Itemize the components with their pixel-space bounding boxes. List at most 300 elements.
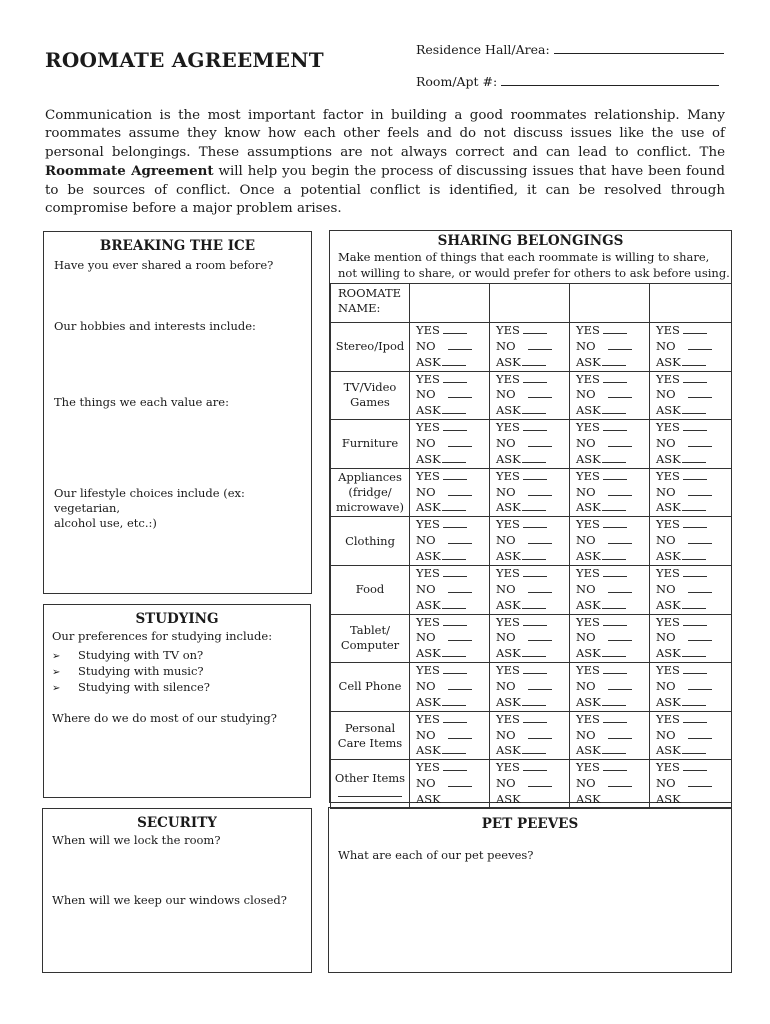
share-option-blank[interactable] xyxy=(523,760,547,771)
share-choice-cell xyxy=(410,663,490,712)
share-option xyxy=(490,500,569,516)
share-option-blank[interactable] xyxy=(442,355,466,366)
share-option xyxy=(570,436,649,452)
share-option-blank[interactable] xyxy=(443,615,467,626)
share-option xyxy=(410,452,489,468)
share-option-label: ASK xyxy=(496,743,521,758)
share-option-blank[interactable] xyxy=(602,355,626,366)
share-option-blank[interactable] xyxy=(688,630,712,641)
share-option-blank[interactable] xyxy=(688,776,712,787)
item-label-cell xyxy=(331,371,410,420)
share-option xyxy=(650,323,731,339)
share-option xyxy=(570,760,649,776)
share-option-label: ASK xyxy=(656,646,681,661)
intro-paragraph xyxy=(45,107,725,218)
share-option-label: NO xyxy=(656,436,676,451)
share-option-blank[interactable] xyxy=(682,500,706,511)
share-option-label: YES xyxy=(416,711,440,726)
share-option-label: ASK xyxy=(416,646,441,661)
share-option-blank[interactable] xyxy=(682,792,706,803)
share-option-label: NO xyxy=(656,338,676,353)
share-option-blank[interactable] xyxy=(603,469,627,480)
share-option xyxy=(490,323,569,339)
share-option-label: YES xyxy=(496,614,520,629)
share-choice-cell xyxy=(570,711,650,760)
studying-title: STUDYING xyxy=(135,611,219,627)
share-option-blank[interactable] xyxy=(522,355,546,366)
list-item xyxy=(52,648,210,664)
share-option-blank[interactable] xyxy=(528,436,552,447)
share-option-blank[interactable] xyxy=(682,452,706,463)
share-option xyxy=(570,372,649,388)
share-option-blank[interactable] xyxy=(603,760,627,771)
roommate-name-input[interactable] xyxy=(490,284,570,323)
share-option xyxy=(650,598,731,614)
share-option-blank[interactable] xyxy=(523,615,547,626)
share-option-label: NO xyxy=(656,776,676,791)
share-option-blank[interactable] xyxy=(603,372,627,383)
share-option-label: NO xyxy=(416,776,436,791)
share-option xyxy=(650,743,731,759)
item-label-line: Stereo/Ipod xyxy=(335,339,405,354)
share-option-blank[interactable] xyxy=(602,695,626,706)
bullet-text: Studying with music? xyxy=(78,664,204,678)
share-option-blank[interactable] xyxy=(603,566,627,577)
share-option-label: ASK xyxy=(496,549,521,564)
share-option-blank[interactable] xyxy=(448,630,472,641)
share-option-blank[interactable] xyxy=(443,663,467,674)
share-option xyxy=(490,743,569,759)
share-option-blank[interactable] xyxy=(443,420,467,431)
share-option-blank[interactable] xyxy=(442,549,466,560)
share-option-blank[interactable] xyxy=(448,485,472,496)
share-option-blank[interactable] xyxy=(683,760,707,771)
other-items-blank[interactable] xyxy=(338,788,402,797)
share-option-blank[interactable] xyxy=(602,549,626,560)
roommate-name-input[interactable] xyxy=(650,284,732,323)
share-option xyxy=(410,323,489,339)
share-option-blank[interactable] xyxy=(443,517,467,528)
share-option-blank[interactable] xyxy=(602,500,626,511)
share-option-label: YES xyxy=(416,323,440,338)
share-option-blank[interactable] xyxy=(528,387,552,398)
share-option-blank[interactable] xyxy=(603,712,627,723)
share-option-blank[interactable] xyxy=(608,582,632,593)
share-option-label: YES xyxy=(656,517,680,532)
residence-hall-blank[interactable] xyxy=(554,41,724,54)
share-option-blank[interactable] xyxy=(448,533,472,544)
share-option xyxy=(650,712,731,728)
share-option-blank[interactable] xyxy=(442,695,466,706)
share-option-blank[interactable] xyxy=(442,500,466,511)
share-choice-cell xyxy=(490,517,570,566)
share-option xyxy=(650,646,731,662)
share-choice-cell xyxy=(650,565,732,614)
share-option-blank[interactable] xyxy=(443,566,467,577)
share-option xyxy=(650,500,731,516)
share-option-blank[interactable] xyxy=(602,792,626,803)
share-option-label: NO xyxy=(576,679,596,694)
room-apt-blank[interactable] xyxy=(501,73,719,86)
share-option-label: YES xyxy=(576,566,600,581)
share-option-blank[interactable] xyxy=(523,469,547,480)
share-option-blank[interactable] xyxy=(522,646,546,657)
roommate-name-header xyxy=(331,284,410,323)
share-option-blank[interactable] xyxy=(442,403,466,414)
share-option-label: ASK xyxy=(416,500,441,515)
share-option xyxy=(570,355,649,371)
share-option-label: YES xyxy=(576,760,600,775)
item-label-line: Furniture xyxy=(341,436,399,451)
share-option-blank[interactable] xyxy=(682,695,706,706)
share-option xyxy=(410,776,489,792)
share-option-blank[interactable] xyxy=(442,743,466,754)
share-choice-cell xyxy=(410,323,490,372)
share-choice-cell xyxy=(650,420,732,469)
share-option-blank[interactable] xyxy=(603,323,627,334)
share-option-blank[interactable] xyxy=(528,339,552,350)
share-option xyxy=(490,760,569,776)
share-option xyxy=(570,403,649,419)
table-header-row xyxy=(331,284,732,323)
share-option-blank[interactable] xyxy=(442,452,466,463)
share-option-blank[interactable] xyxy=(683,712,707,723)
share-option-blank[interactable] xyxy=(688,533,712,544)
share-option-blank[interactable] xyxy=(448,387,472,398)
share-option-blank[interactable] xyxy=(683,517,707,528)
share-option xyxy=(490,420,569,436)
share-option-blank[interactable] xyxy=(523,420,547,431)
share-option xyxy=(410,533,489,549)
share-option-label: YES xyxy=(576,371,600,386)
share-option-label: NO xyxy=(416,387,436,402)
share-option xyxy=(650,776,731,792)
share-choice-cell xyxy=(570,323,650,372)
share-option-label: NO xyxy=(656,630,676,645)
share-option-blank[interactable] xyxy=(608,776,632,787)
share-option-label: ASK xyxy=(416,354,441,369)
share-option-blank[interactable] xyxy=(602,743,626,754)
item-label-cell xyxy=(331,565,410,614)
share-option-blank[interactable] xyxy=(528,728,552,739)
share-option-blank[interactable] xyxy=(443,760,467,771)
share-option-blank[interactable] xyxy=(523,663,547,674)
share-option-blank[interactable] xyxy=(448,728,472,739)
share-option-label: NO xyxy=(576,338,596,353)
share-option xyxy=(650,485,731,501)
share-choice-cell xyxy=(490,760,570,809)
share-option xyxy=(410,792,489,808)
share-option-blank[interactable] xyxy=(603,517,627,528)
share-choice-cell xyxy=(650,711,732,760)
share-option xyxy=(410,566,489,582)
list-item xyxy=(52,680,210,696)
breaking-ice-q4 xyxy=(54,486,311,531)
share-option-label: ASK xyxy=(416,549,441,564)
breaking-ice-section xyxy=(43,231,312,594)
share-option-blank[interactable] xyxy=(608,387,632,398)
share-option xyxy=(570,533,649,549)
share-option-label: YES xyxy=(656,468,680,483)
share-option-label: ASK xyxy=(416,451,441,466)
share-option-label: YES xyxy=(496,468,520,483)
room-apt-field[interactable] xyxy=(416,73,719,89)
share-choice-cell xyxy=(570,760,650,809)
list-item xyxy=(52,664,210,680)
share-option-blank[interactable] xyxy=(682,646,706,657)
arrow-bullet-icon: ➢ xyxy=(52,683,61,694)
share-option-label: ASK xyxy=(416,792,441,807)
share-option-label: YES xyxy=(416,566,440,581)
share-option-label: YES xyxy=(656,760,680,775)
share-choice-cell xyxy=(410,614,490,663)
share-option-blank[interactable] xyxy=(448,339,472,350)
share-option-blank[interactable] xyxy=(443,323,467,334)
share-option-blank[interactable] xyxy=(683,323,707,334)
share-option-blank[interactable] xyxy=(602,598,626,609)
share-option xyxy=(570,598,649,614)
share-choice-cell xyxy=(650,614,732,663)
share-option-blank[interactable] xyxy=(608,339,632,350)
share-option-blank[interactable] xyxy=(682,598,706,609)
share-option-blank[interactable] xyxy=(683,566,707,577)
share-option-blank[interactable] xyxy=(683,663,707,674)
share-option-blank[interactable] xyxy=(602,403,626,414)
table-row xyxy=(331,371,732,420)
item-label-cell xyxy=(331,517,410,566)
share-option-label: YES xyxy=(416,663,440,678)
share-option-blank[interactable] xyxy=(523,566,547,577)
share-option-blank[interactable] xyxy=(688,582,712,593)
share-choice-cell xyxy=(410,371,490,420)
share-option-blank[interactable] xyxy=(522,792,546,803)
share-option xyxy=(570,566,649,582)
table-row xyxy=(331,565,732,614)
share-option-blank[interactable] xyxy=(688,485,712,496)
table-row xyxy=(331,614,732,663)
share-option-label: ASK xyxy=(496,500,521,515)
share-option xyxy=(570,339,649,355)
share-option-blank[interactable] xyxy=(608,728,632,739)
share-option-blank[interactable] xyxy=(608,679,632,690)
share-option-blank[interactable] xyxy=(522,452,546,463)
share-option-blank[interactable] xyxy=(443,712,467,723)
share-option-blank[interactable] xyxy=(443,372,467,383)
share-option-blank[interactable] xyxy=(443,469,467,480)
studying-bullet-list xyxy=(52,648,210,696)
share-option-blank[interactable] xyxy=(688,339,712,350)
share-choice-cell xyxy=(570,565,650,614)
share-option-label: NO xyxy=(496,484,516,499)
share-option-blank[interactable] xyxy=(682,355,706,366)
item-label-cell xyxy=(331,468,410,517)
breaking-ice-q3: The things we each value are: xyxy=(54,395,229,409)
share-option-blank[interactable] xyxy=(522,695,546,706)
share-option-blank[interactable] xyxy=(522,500,546,511)
share-option xyxy=(410,728,489,744)
share-option-blank[interactable] xyxy=(523,372,547,383)
share-option-blank[interactable] xyxy=(448,776,472,787)
share-option-blank[interactable] xyxy=(448,679,472,690)
share-option xyxy=(410,517,489,533)
security-q1: When will we lock the room? xyxy=(52,833,221,847)
share-option-label: NO xyxy=(656,679,676,694)
share-choice-cell xyxy=(410,468,490,517)
share-option-blank[interactable] xyxy=(608,436,632,447)
share-option-label: NO xyxy=(416,581,436,596)
share-option-blank[interactable] xyxy=(688,436,712,447)
share-option-blank[interactable] xyxy=(528,776,552,787)
share-option-blank[interactable] xyxy=(608,485,632,496)
share-option-blank[interactable] xyxy=(682,403,706,414)
share-option xyxy=(570,646,649,662)
roommate-name-input[interactable] xyxy=(410,284,490,323)
share-choice-cell xyxy=(650,760,732,809)
share-option xyxy=(410,387,489,403)
share-choice-cell xyxy=(650,371,732,420)
share-option-blank[interactable] xyxy=(683,615,707,626)
security-title: SECURITY xyxy=(137,815,217,831)
share-option-label: NO xyxy=(576,533,596,548)
share-choice-cell xyxy=(410,517,490,566)
share-option-label: ASK xyxy=(656,354,681,369)
share-option xyxy=(650,403,731,419)
security-q2: When will we keep our windows closed? xyxy=(52,893,287,907)
share-option xyxy=(490,646,569,662)
share-option-blank[interactable] xyxy=(523,323,547,334)
share-option-blank[interactable] xyxy=(522,743,546,754)
share-option xyxy=(410,630,489,646)
share-option xyxy=(650,355,731,371)
share-option-blank[interactable] xyxy=(522,549,546,560)
roommate-name-header-line1: ROOMATE xyxy=(338,286,402,300)
share-option-blank[interactable] xyxy=(448,436,472,447)
share-choice-cell xyxy=(410,711,490,760)
share-choice-cell xyxy=(490,323,570,372)
share-option-blank[interactable] xyxy=(442,792,466,803)
residence-hall-label: Residence Hall/Area: xyxy=(416,42,550,57)
item-label-line: microwave) xyxy=(336,500,404,515)
table-row xyxy=(331,517,732,566)
share-option-blank[interactable] xyxy=(523,517,547,528)
share-option-label: YES xyxy=(576,420,600,435)
bullet-text: Studying with silence? xyxy=(78,680,210,694)
share-option xyxy=(570,630,649,646)
share-option xyxy=(410,436,489,452)
share-choice-cell xyxy=(570,663,650,712)
share-option-label: YES xyxy=(656,566,680,581)
share-option xyxy=(490,776,569,792)
share-option xyxy=(570,712,649,728)
share-option-blank[interactable] xyxy=(528,485,552,496)
roommate-name-header-line2: NAME: xyxy=(338,301,381,315)
share-option-blank[interactable] xyxy=(608,630,632,641)
share-option xyxy=(570,776,649,792)
share-option xyxy=(490,533,569,549)
share-option-label: NO xyxy=(496,581,516,596)
share-option-blank[interactable] xyxy=(603,615,627,626)
share-option-label: ASK xyxy=(656,500,681,515)
share-option-label: NO xyxy=(576,387,596,402)
share-option-blank[interactable] xyxy=(522,598,546,609)
share-option-label: YES xyxy=(576,323,600,338)
share-choice-cell xyxy=(490,420,570,469)
share-option xyxy=(410,485,489,501)
share-option-blank[interactable] xyxy=(528,582,552,593)
share-option-label: NO xyxy=(576,776,596,791)
pet-peeves-q1: What are each of our pet peeves? xyxy=(338,848,534,862)
share-option-blank[interactable] xyxy=(688,387,712,398)
share-option-blank[interactable] xyxy=(448,582,472,593)
share-option-blank[interactable] xyxy=(528,630,552,641)
share-option-label: NO xyxy=(576,727,596,742)
breaking-ice-title: BREAKING THE ICE xyxy=(99,238,256,254)
pet-peeves-section xyxy=(328,807,732,973)
share-option-blank[interactable] xyxy=(688,679,712,690)
share-option xyxy=(570,549,649,565)
share-option xyxy=(650,792,731,808)
share-option-blank[interactable] xyxy=(683,420,707,431)
intro-text-1: Communication is the most important factor in building a good roommates relationship. Many roommates assume they know how each other feels and do not discuss issues like the use of personal belongings. These assumptions are not always correct and can lead to conflict. The xyxy=(45,108,725,160)
share-option-blank[interactable] xyxy=(683,469,707,480)
share-option-label: ASK xyxy=(416,597,441,612)
share-option xyxy=(410,355,489,371)
share-option-blank[interactable] xyxy=(608,533,632,544)
share-option-label: NO xyxy=(656,387,676,402)
share-option-blank[interactable] xyxy=(522,403,546,414)
share-choice-cell xyxy=(570,420,650,469)
share-option-blank[interactable] xyxy=(603,663,627,674)
share-option-blank[interactable] xyxy=(442,646,466,657)
share-option xyxy=(490,615,569,631)
share-option-blank[interactable] xyxy=(688,728,712,739)
share-option xyxy=(650,517,731,533)
share-option xyxy=(650,436,731,452)
share-option-blank[interactable] xyxy=(602,452,626,463)
table-row xyxy=(331,468,732,517)
share-option-blank[interactable] xyxy=(442,598,466,609)
share-option xyxy=(650,630,731,646)
share-option-blank[interactable] xyxy=(602,646,626,657)
share-option-label: NO xyxy=(416,630,436,645)
item-label-line: Other Items xyxy=(334,771,406,786)
share-option-label: NO xyxy=(496,630,516,645)
share-option-label: ASK xyxy=(576,354,601,369)
bullet-text: Studying with TV on? xyxy=(78,648,204,662)
share-option-blank[interactable] xyxy=(528,533,552,544)
pet-peeves-title: PET PEEVES xyxy=(481,816,579,832)
share-option-label: ASK xyxy=(576,646,601,661)
share-option-label: NO xyxy=(416,338,436,353)
share-option-blank[interactable] xyxy=(682,549,706,560)
share-option xyxy=(490,387,569,403)
share-option-blank[interactable] xyxy=(683,372,707,383)
share-option-blank[interactable] xyxy=(523,712,547,723)
share-option xyxy=(650,760,731,776)
share-option xyxy=(650,663,731,679)
share-option-label: YES xyxy=(656,371,680,386)
share-option-blank[interactable] xyxy=(682,743,706,754)
residence-hall-field[interactable] xyxy=(416,41,724,57)
roommate-name-input[interactable] xyxy=(570,284,650,323)
share-option xyxy=(570,615,649,631)
share-option-blank[interactable] xyxy=(528,679,552,690)
share-option-label: ASK xyxy=(496,792,521,807)
share-option xyxy=(650,679,731,695)
share-option xyxy=(650,549,731,565)
share-option-blank[interactable] xyxy=(603,420,627,431)
share-option-label: NO xyxy=(496,436,516,451)
